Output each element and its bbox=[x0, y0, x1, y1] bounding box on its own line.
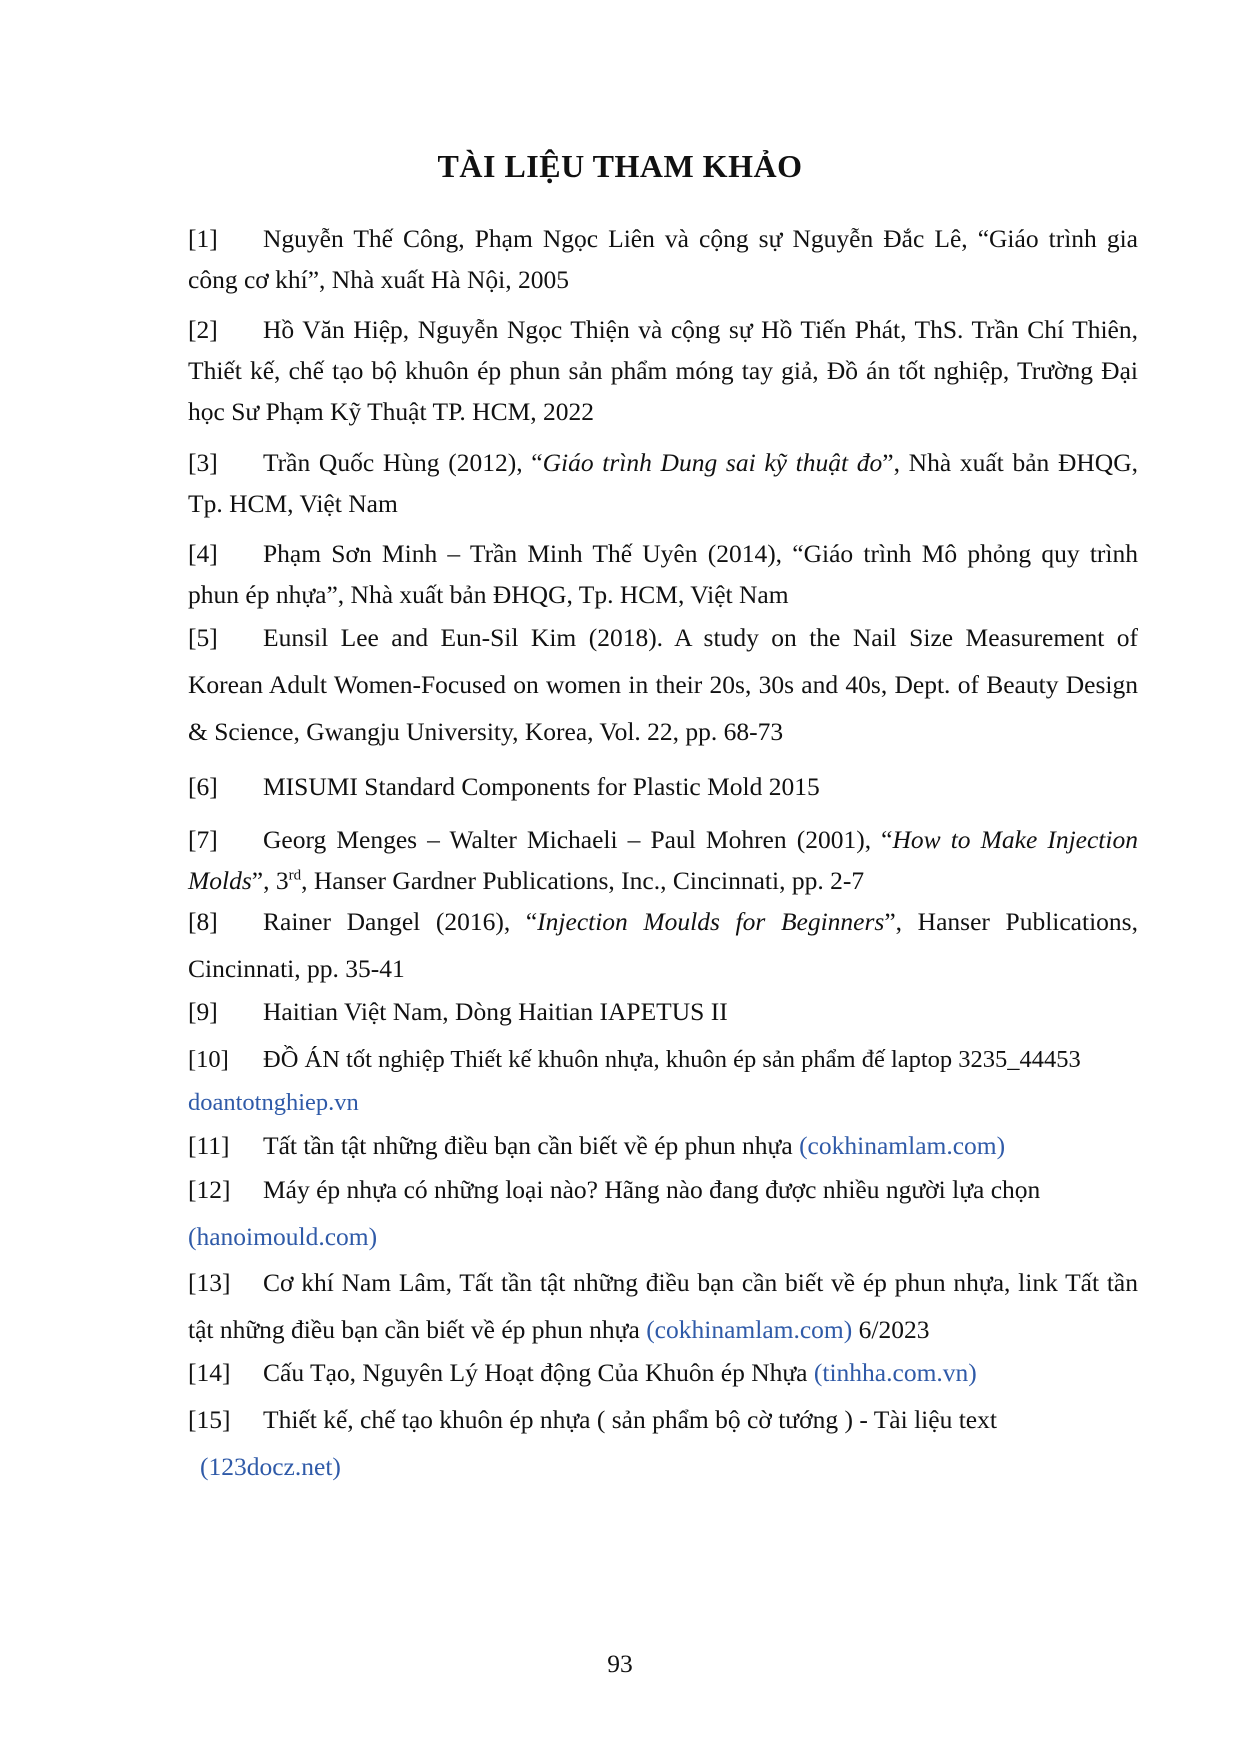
reference-text: Hồ Văn Hiệp, Nguyễn Ngọc Thiện và cộng sự Hồ Tiến Phát, ThS. Trần Chí Thiên, Thiết kế, chế tạo bộ khuôn ép phun sản phẩm móng tay giả, Đồ án tốt nghiệp, Trường Đại học Sư Phạm Kỹ Thuật TP. HCM, 2022 bbox=[188, 315, 1138, 426]
reference-number: [14] bbox=[188, 1358, 231, 1387]
reference-text-mid: ”, 3 bbox=[251, 866, 289, 895]
reference-text: Cơ khí Nam Lâm, Tất tần tật những điều bạn cần biết về ép phun nhựa, link Tất tần tật những điều bạn cần biết về ép phun nhựa bbox=[188, 1268, 1138, 1344]
reference-text-pre: Georg Menges – Walter Michaeli – Paul Mohren (2001), “ bbox=[263, 825, 893, 854]
page-title: TÀI LIỆU THAM KHẢO bbox=[437, 148, 803, 184]
reference-number: [10] bbox=[188, 1046, 229, 1073]
reference-title-italic: How to Make Injection Molds bbox=[188, 825, 1138, 895]
reference-date: 6/2023 bbox=[858, 1315, 930, 1344]
reference-title-italic: Injection Moulds for Beginners bbox=[537, 907, 885, 936]
reference-text: Cấu Tạo, Nguyên Lý Hoạt động Của Khuôn ép Nhựa bbox=[263, 1358, 808, 1387]
reference-link[interactable]: (tinhha.com.vn) bbox=[813, 1358, 977, 1387]
reference-number: [6] bbox=[188, 772, 218, 801]
reference-link[interactable]: doantotnghiep.vn bbox=[188, 1089, 359, 1116]
reference-number: [12] bbox=[188, 1175, 231, 1204]
reference-number: [13] bbox=[188, 1268, 231, 1297]
reference-10 bbox=[188, 1038, 1138, 1124]
reference-text: Thiết kế, chế tạo khuôn ép nhựa ( sản phẩm bộ cờ tướng ) - Tài liệu text bbox=[263, 1405, 997, 1434]
reference-text: Tất tần tật những điều bạn cần biết về ép phun nhựa bbox=[263, 1131, 793, 1160]
reference-4 bbox=[188, 533, 1138, 615]
reference-13 bbox=[188, 1259, 1138, 1353]
reference-1 bbox=[188, 218, 1138, 300]
reference-text: MISUMI Standard Components for Plastic Mold 2015 bbox=[263, 772, 820, 801]
reference-link[interactable]: (123docz.net) bbox=[200, 1452, 341, 1481]
reference-7 bbox=[188, 819, 1138, 901]
page-number: 93 bbox=[607, 1649, 633, 1678]
reference-11 bbox=[188, 1125, 1138, 1166]
reference-text-pre: Trần Quốc Hùng (2012), “ bbox=[263, 448, 543, 477]
reference-text-post: , Hanser Gardner Publications, Inc., Cincinnati, pp. 2-7 bbox=[301, 866, 865, 895]
reference-5 bbox=[188, 614, 1138, 755]
reference-text: Nguyễn Thế Công, Phạm Ngọc Liên và cộng sự Nguyễn Đắc Lê, “Giáo trình gia công cơ khí”, Nhà xuất Hà Nội, 2005 bbox=[188, 224, 1138, 294]
reference-text: Haitian Việt Nam, Dòng Haitian IAPETUS II bbox=[263, 997, 728, 1026]
reference-3 bbox=[188, 442, 1138, 524]
reference-number: [3] bbox=[188, 448, 218, 477]
reference-number: [5] bbox=[188, 623, 218, 652]
reference-text-post: ”, Hanser Publications, Cincinnati, pp. 35-41 bbox=[188, 907, 1138, 983]
superscript: rd bbox=[288, 867, 302, 884]
reference-text: Máy ép nhựa có những loại nào? Hãng nào đang được nhiều người lựa chọn bbox=[263, 1175, 1041, 1204]
reference-text-post: ”, Nhà xuất bản ĐHQG, Tp. HCM, Việt Nam bbox=[188, 448, 1138, 518]
reference-2 bbox=[188, 309, 1138, 432]
reference-number: [1] bbox=[188, 224, 218, 253]
reference-number: [8] bbox=[188, 907, 218, 936]
reference-link[interactable]: (hanoimould.com) bbox=[188, 1222, 378, 1251]
reference-14 bbox=[188, 1352, 1138, 1393]
reference-number: [7] bbox=[188, 825, 218, 854]
reference-12 bbox=[188, 1166, 1138, 1260]
reference-text: Phạm Sơn Minh – Trần Minh Thế Uyên (2014), “Giáo trình Mô phỏng quy trình phun ép nhựa”, Nhà xuất bản ĐHQG, Tp. HCM, Việt Nam bbox=[188, 539, 1138, 609]
reference-6 bbox=[188, 766, 1138, 807]
reference-number: [4] bbox=[188, 539, 218, 568]
reference-number: [11] bbox=[188, 1131, 230, 1160]
reference-number: [9] bbox=[188, 997, 218, 1026]
reference-link[interactable]: (cokhinamlam.com) bbox=[646, 1315, 853, 1344]
reference-link[interactable]: (cokhinamlam.com) bbox=[799, 1131, 1006, 1160]
reference-title-italic: Giáo trình Dung sai kỹ thuật đo bbox=[542, 448, 883, 477]
reference-8 bbox=[188, 898, 1138, 992]
reference-number: [2] bbox=[188, 315, 218, 344]
reference-text-pre: Rainer Dangel (2016), “ bbox=[263, 907, 538, 936]
reference-9 bbox=[188, 991, 1138, 1032]
reference-15 bbox=[188, 1396, 1138, 1490]
reference-text: Eunsil Lee and Eun-Sil Kim (2018). A study on the Nail Size Measurement of Korean Adult Women-Focused on women in their 20s, 30s and 40s, Dept. of Beauty Design & Science, Gwangju University, Korea, Vol. 22, pp. 68-73 bbox=[188, 623, 1138, 746]
reference-text: ĐỒ ÁN tốt nghiệp Thiết kế khuôn nhựa, khuôn ép sản phẩm đế laptop 3235_44453 bbox=[263, 1046, 1081, 1073]
reference-number: [15] bbox=[188, 1405, 231, 1434]
